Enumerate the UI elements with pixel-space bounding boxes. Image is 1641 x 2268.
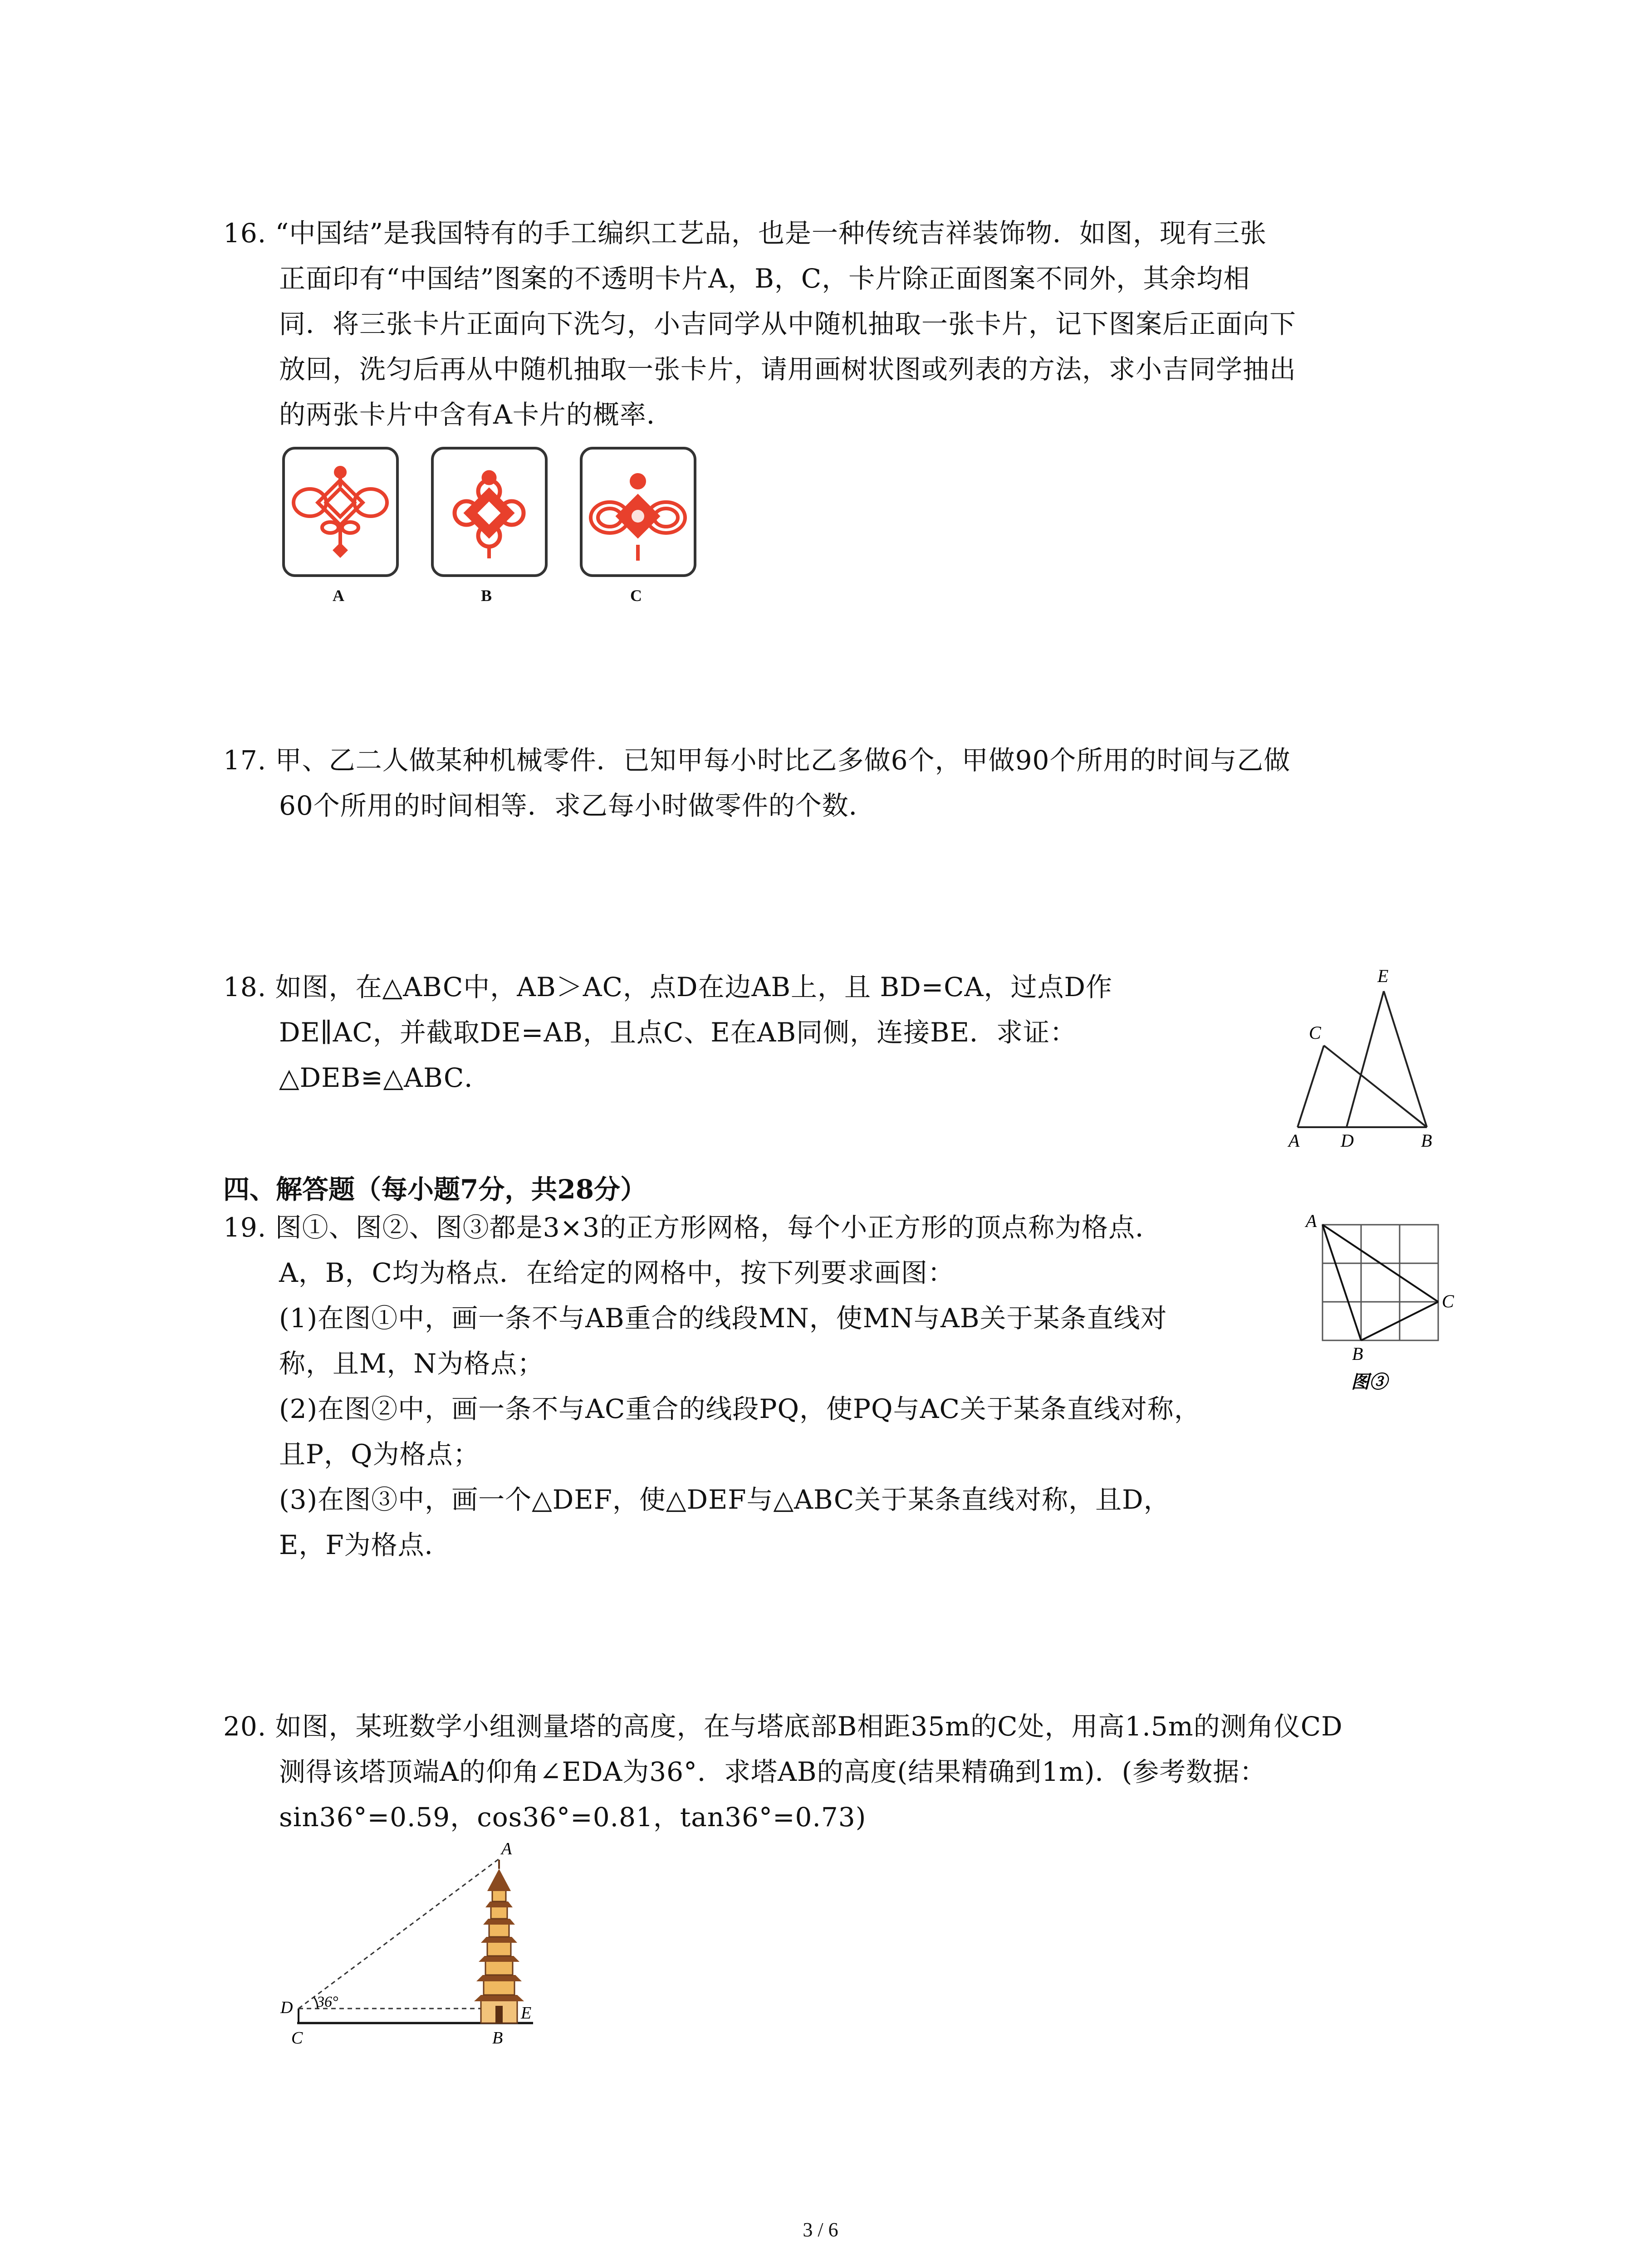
label-d: D bbox=[280, 1998, 293, 2017]
chinese-knot-b-icon bbox=[434, 450, 545, 574]
chinese-knot-card-a bbox=[282, 447, 399, 577]
q16-line-1: 16. “中国结”是我国特有的手工编织工艺品，也是一种传统吉祥装饰物．如图，现有三张 bbox=[223, 218, 1267, 249]
grid-figure-q19 bbox=[1298, 1207, 1461, 1406]
q16-line-2: 正面印有“中国结”图案的不透明卡片A，B，C，卡片除正面图案不同外，其余均相 bbox=[279, 263, 1250, 294]
label-e: E bbox=[1377, 966, 1389, 986]
q16-line-3: 同．将三张卡片正面向下洗匀，小吉同学从中随机抽取一张卡片，记下图案后正面向下 bbox=[279, 308, 1297, 339]
q16-line-5: 的两张卡片中含有A卡片的概率． bbox=[279, 399, 673, 430]
chinese-knot-card-b bbox=[431, 447, 548, 577]
label-a: A bbox=[501, 1842, 512, 1858]
q19-line-6: 且P，Q为格点； bbox=[279, 1439, 480, 1470]
tower-icon bbox=[474, 1860, 524, 2023]
q20-line-1: 20. 如图，某班数学小组测量塔的高度，在与塔底部B相距35m的C处，用高1.5m的测角仪CD bbox=[223, 1711, 1343, 1742]
q17-line-2: 60个所用的时间相等．求乙每小时做零件的个数． bbox=[279, 790, 876, 821]
q18-line-1: 18. 如图，在△ABC中，AB＞AC，点D在边AB上，且 BD=CA，过点D作 bbox=[223, 972, 1112, 1002]
q19-line-3: (1)在图①中，画一条不与AB重合的线段MN，使MN与AB关于某条直线对 bbox=[279, 1303, 1167, 1334]
chinese-knot-c-icon bbox=[583, 450, 694, 574]
chinese-knot-card-c bbox=[580, 447, 696, 577]
q19-line-7: (3)在图③中，画一个△DEF，使△DEF与△ABC关于某条直线对称，且D， bbox=[279, 1484, 1171, 1515]
label-e: E bbox=[521, 2004, 532, 2023]
q19-line-8: E，F为格点． bbox=[279, 1530, 451, 1560]
card-c-caption: C bbox=[630, 587, 642, 605]
chinese-knot-a-icon bbox=[285, 450, 396, 574]
tower-figure-q20 bbox=[272, 1842, 554, 2050]
label-a: A bbox=[1288, 1130, 1300, 1151]
page-number: 3 / 6 bbox=[803, 2219, 838, 2241]
q19-line-5: (2)在图②中，画一条不与AC重合的线段PQ，使PQ与AC关于某条直线对称， bbox=[279, 1393, 1201, 1424]
card-b-caption: B bbox=[481, 587, 492, 605]
triangle-figure-q18 bbox=[1270, 962, 1452, 1152]
q20-line-2: 测得该塔顶端A的仰角∠EDA为36°．求塔AB的高度(结果精确到1m)．(参考数据： bbox=[279, 1756, 1267, 1787]
label-b: B bbox=[1421, 1130, 1432, 1151]
q18-line-2: DE∥AC，并截取DE=AB，且点C、E在AB同侧，连接BE．求证： bbox=[279, 1017, 1077, 1048]
label-c: C bbox=[1309, 1022, 1321, 1043]
label-b: B bbox=[1352, 1344, 1363, 1364]
section-heading: 四、解答题（每小题7分，共28分） bbox=[223, 1174, 647, 1205]
label-b: B bbox=[492, 2028, 503, 2048]
label-a: A bbox=[1306, 1211, 1317, 1231]
figure-caption: 图③ bbox=[1351, 1372, 1387, 1392]
label-d: D bbox=[1341, 1130, 1354, 1151]
q16-line-4: 放回，洗匀后再从中随机抽取一张卡片，请用画树状图或列表的方法，求小吉同学抽出 bbox=[279, 354, 1297, 385]
angle-label: 36° bbox=[317, 1994, 338, 2010]
label-c: C bbox=[291, 2028, 303, 2048]
label-c: C bbox=[1442, 1291, 1454, 1311]
q20-line-3: sin36°=0.59，cos36°=0.81，tan36°=0.73) bbox=[279, 1802, 867, 1833]
q18-line-3: △DEB≌△ABC． bbox=[279, 1062, 491, 1093]
q17-line-1: 17. 甲、乙二人做某种机械零件．已知甲每小时比乙多做6个，甲做90个所用的时间与乙做 bbox=[223, 745, 1291, 776]
q19-line-2: A，B，C均为格点．在给定的网格中，按下列要求画图： bbox=[279, 1257, 955, 1288]
q19-line-4: 称，且M，N为格点； bbox=[279, 1348, 544, 1379]
q19-line-1: 19. 图①、图②、图③都是3×3的正方形网格，每个小正方形的顶点称为格点． bbox=[223, 1212, 1162, 1243]
card-a-caption: A bbox=[333, 587, 344, 605]
